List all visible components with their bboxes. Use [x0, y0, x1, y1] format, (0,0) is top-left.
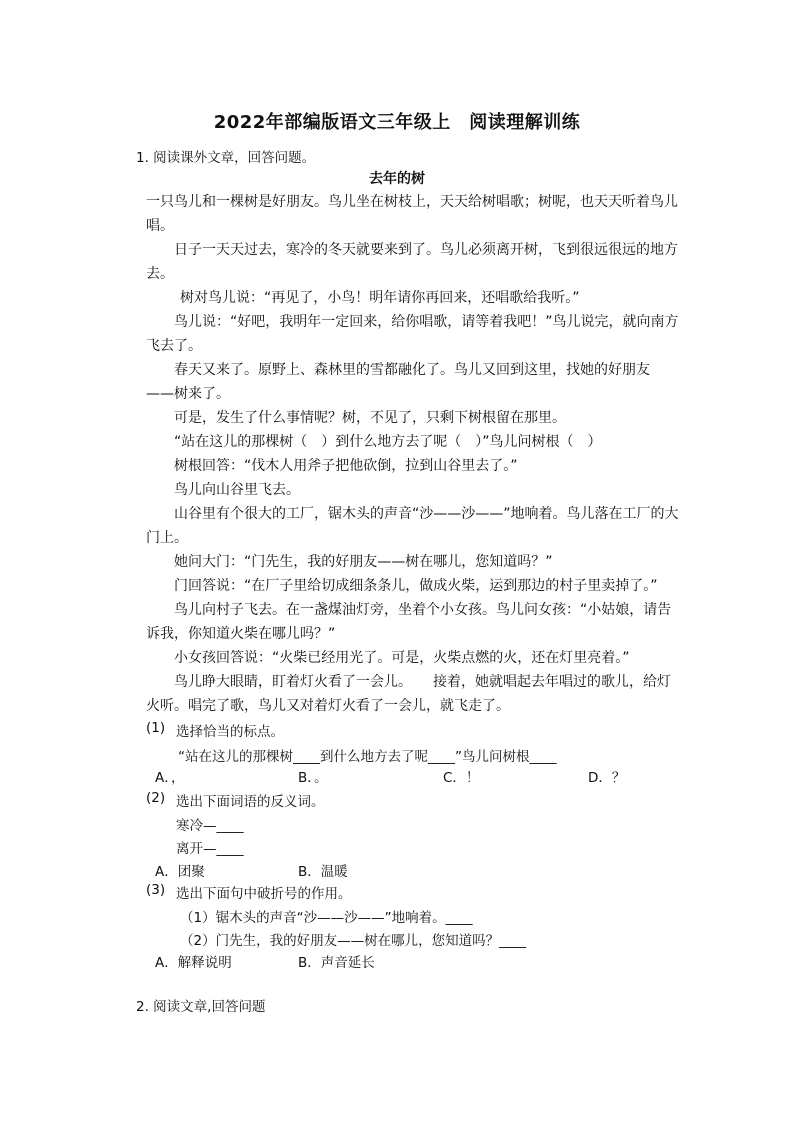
story-line: 唱。 [146, 218, 174, 234]
option-b: B．温暖 [298, 864, 348, 880]
story-line: 树根回答：“伐木人用斧子把他砍倒，拉到山谷里去了。” [174, 458, 518, 474]
story-line: “站在这儿的那棵树（ ）到什么地方去了呢（ ）”鸟儿问树根（ ） [174, 434, 602, 450]
story-line: 诉我，你知道火柴在哪儿吗？” [146, 626, 336, 642]
subquestion-2-text: 选出下面词语的反义词。 [176, 794, 325, 810]
story-line: 鸟儿说：“好吧，我明年一定回来，给你唱歌，请等着我吧！”鸟儿说完，就向南方 [174, 314, 679, 330]
option-a: A．， [155, 770, 185, 786]
story-line: 鸟儿睁大眼睛，盯着灯火看了一会儿。 接着，她就唱起去年唱过的歌儿，给灯 [174, 674, 671, 690]
story-line: 春天又来了。原野上、森林里的雪都融化了。鸟儿又回到这里，找她的好朋友 [174, 362, 650, 378]
story-line: 飞去了。 [146, 338, 202, 354]
option-c: C．！ [443, 770, 480, 786]
antonym-item: 离开—____ [176, 841, 244, 857]
story-line: 火听。唱完了歌，鸟儿又对着灯火看了一会儿，就飞走了。 [146, 698, 510, 714]
question-1-header: 1. 阅读课外文章，回答问题。 [136, 150, 316, 166]
story-line: 一只鸟儿和一棵树是好朋友。鸟儿坐在树枝上，天天给树唱歌；树呢，也天天听着鸟儿 [146, 194, 678, 210]
story-title: 去年的树 [369, 171, 425, 187]
story-line: 她问大门：“门先生，我的好朋友——树在哪儿，您知道吗？” [174, 554, 553, 570]
antonym-item: 寒冷—____ [176, 818, 244, 834]
story-line: 小女孩回答说：“火柴已经用光了。可是，火柴点燃的火，还在灯里亮着。” [174, 650, 630, 666]
question-2-header: 2. 阅读文章,回答问题 [136, 999, 266, 1015]
subquestion-3-text: 选出下面句中破折号的作用。 [176, 886, 352, 902]
story-line: ——树来了。 [146, 386, 230, 402]
page-title: 2022年部编版语文三年级上 阅读理解训练 [213, 112, 581, 133]
option-b: B．。 [298, 770, 328, 786]
subquestion-1-number: (1) [146, 720, 166, 736]
story-line: 门上。 [146, 530, 188, 546]
subquestion-3-number: (3) [146, 882, 166, 898]
story-line: 去。 [146, 266, 174, 282]
dash-item: （2）门先生，我的好朋友——树在哪儿，您知道吗？____ [180, 933, 527, 949]
story-line: 日子一天天过去，寒冷的冬天就要来到了。鸟儿必须离开树，飞到很远很远的地方 [174, 242, 678, 258]
option-a: A．团聚 [155, 864, 205, 880]
story-line: 树对鸟儿说：“再见了，小鸟！明年请你再回来，还唱歌给我听。” [180, 290, 580, 306]
story-line: 鸟儿向村子飞去。在一盏煤油灯旁，坐着个小女孩。鸟儿问女孩：“小姑娘，请告 [174, 602, 672, 618]
story-line: 山谷里有个很大的工厂，锯木头的声音“沙——沙——”地响着。鸟儿落在工厂的大 [174, 506, 679, 522]
subquestion-1-sentence: “站在这儿的那棵树____到什么地方去了呢____”鸟儿问树根____ [178, 749, 557, 765]
story-line: 可是，发生了什么事情呢？树，不见了，只剩下树根留在那里。 [174, 410, 566, 426]
option-b: B．声音延长 [298, 955, 375, 971]
subquestion-1-text: 选择恰当的标点。 [176, 724, 284, 740]
subquestion-2-number: (2) [146, 790, 166, 806]
option-d: D．？ [588, 770, 626, 786]
story-line: 门回答说：“在厂子里给切成细条条儿，做成火柴，运到那边的村子里卖掉了。” [174, 578, 658, 594]
dash-item: （1）锯木头的声音“沙——沙——”地响着。____ [180, 910, 473, 926]
story-line: 鸟儿向山谷里飞去。 [174, 482, 300, 498]
option-a: A．解释说明 [155, 955, 232, 971]
